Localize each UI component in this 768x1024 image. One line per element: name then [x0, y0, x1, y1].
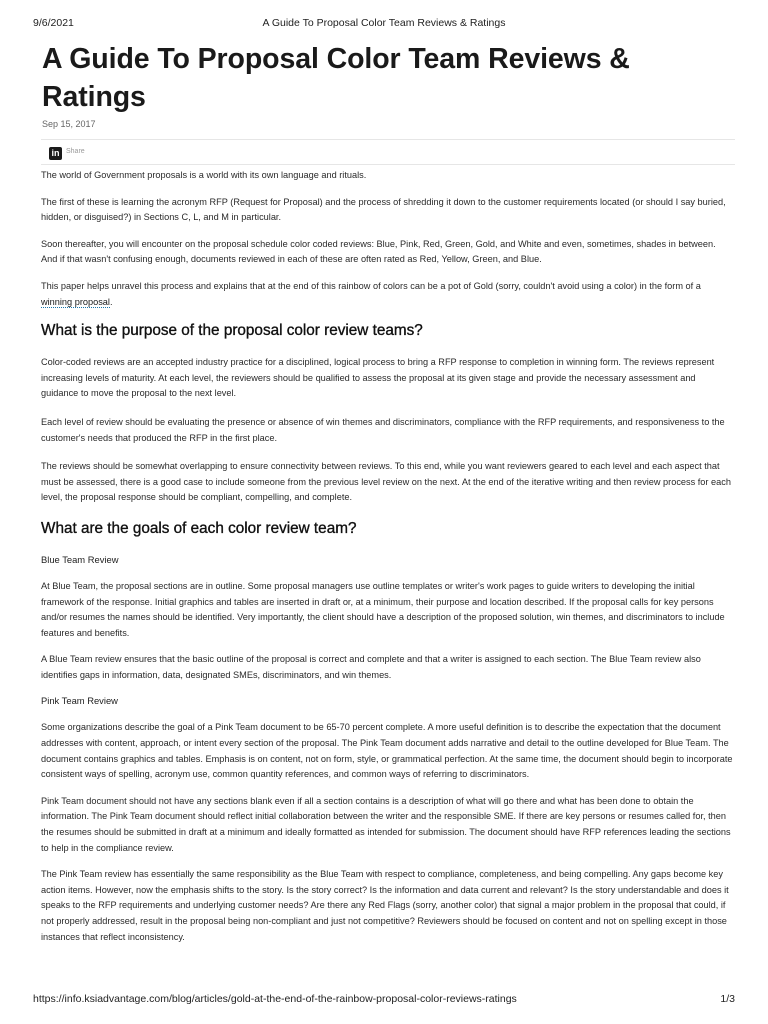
- section-paragraph: At Blue Team, the proposal sections are in outline. Some proposal managers use outline templates or writer's work pages to guide writers to developing the initial framework of the response. Initial graphics and tables are inserted in draft or, at a minimum, their purpose and location described. If the proposal calls for key persons and/or resumes the names should be identified. Very importantly, the client should have a description of the proposed solution, win themes, and discriminators to include features and benefits.: [41, 580, 725, 638]
- intro-paragraph: [41, 279, 733, 310]
- goals-section: [41, 519, 735, 945]
- print-date: 9/6/2021: [33, 17, 74, 29]
- page-title: A Guide To Proposal Color Team Reviews & Ratings: [42, 43, 630, 113]
- intro-section: [41, 168, 735, 310]
- share-label[interactable]: Share: [66, 148, 85, 155]
- print-document-title: A Guide To Proposal Color Team Reviews & Ratings: [262, 17, 506, 29]
- winning-proposal-link[interactable]: winning proposal: [41, 296, 110, 307]
- print-header: [33, 17, 735, 31]
- blue-team-heading: Blue Team Review: [41, 553, 119, 565]
- section-paragraph: The Pink Team review has essentially the same responsibility as the Blue Team with respect to compliance, completeness, and being compelling. Any gaps become key action items. However, now the emphasis shifts to the story. Is the story correct? Is the information and data current and relevant? Is the story understandable and does it speaks to the RFP requirements and underlying customer needs? Are there any Red Flags (sorry, another color) that signal a major problem in the proposal that could, if not properly addressed, result in the proposal being non-compliant and just not competitive? Reviewers should be focused on content and not on spelling except in those instances that reflect inconsistency.: [41, 869, 729, 942]
- section-paragraph: Each level of review should be evaluating the presence or absence of win themes and discriminators, compliance with the RFP requirements, and responsiveness to the customer's needs that produced the RFP in the first place.: [41, 416, 725, 443]
- intro-paragraph: The first of these is learning the acronym RFP (Request for Proposal) and the process of shredding it down to the customer requirements located (or should I say buried, hidden, or disguised?) in Sections C, L, and M in particular.: [41, 196, 726, 223]
- print-footer: [33, 993, 735, 1007]
- intro-text: This paper helps unravel this process and explains that at the end of this rainbow of colors can be a pot of Gold (sorry, couldn't avoid using a color) in the form of a: [41, 280, 701, 291]
- section-paragraph: The reviews should be somewhat overlapping to ensure connectivity between reviews. To this end, while you want reviewers geared to each level and each aspect that must be assessed, there is a good case to include someone from the previous level review on the next. At the end of the iterative writing and then review process for each level, the proposal response should be compliant, compelling, and complete.: [41, 461, 731, 503]
- section-paragraph: Color-coded reviews are an accepted industry practice for a disciplined, logical process to bring a RFP response to completion in winning form. The reviews represent increasing levels of maturity. At each level, the reviewers should be qualified to assess the proposal at its given stage and provide the necessary assessment and guidance to move the proposal to the next level.: [41, 357, 715, 399]
- intro-text-end: .: [109, 296, 113, 307]
- section-heading: What are the goals of each color review team?: [41, 519, 357, 537]
- purpose-section: [41, 321, 735, 506]
- share-bar: [41, 139, 735, 165]
- article: [41, 40, 735, 956]
- page-number: 1/3: [720, 993, 735, 1005]
- section-paragraph: A Blue Team review ensures that the basic outline of the proposal is correct and complete and that a writer is assigned to each section. The Blue Team review also identifies gaps in information, data, designated SMEs, discriminators, and win themes.: [41, 654, 701, 680]
- page-url: https://info.ksiadvantage.com/blog/articles/gold-at-the-end-of-the-rainbow-proposal-color-reviews-ratings: [33, 993, 517, 1005]
- section-paragraph: Some organizations describe the goal of a Pink Team document to be 65-70 percent complete. A more useful definition is to describe the expectation that the document addresses with content, approach, or intent every section of the proposal. The Pink Team document adds narrative and detail to the outline developed for Blue Team. The document contains graphics and tables. Emphasis is on content, not on form, style, or grammatical perfection. At the same time, the document should begin to incorporate consistent ways of spelling, acronym use, common quantity references, and common ways of referring to discriminators.: [41, 722, 733, 780]
- intro-paragraph: The world of Government proposals is a world with its own language and rituals.: [41, 170, 367, 180]
- section-heading: What is the purpose of the proposal color review teams?: [41, 322, 423, 340]
- linkedin-icon[interactable]: in: [49, 147, 62, 160]
- section-paragraph: Pink Team document should not have any sections blank even if all a section contains is a description of what will go there and what has been done to obtain the information. The Pink Team document should reflect initial collaboration between the writer and the responsible SME. If there are key persons or resumes called for, then the resumes should be submitted in draft at a minimum and ideally formatted as intended for submission. The document should have RFP references leading the sections to help in the compliance review.: [41, 795, 731, 853]
- pink-team-heading: Pink Team Review: [41, 695, 118, 707]
- post-date: Sep 15, 2017: [42, 119, 96, 129]
- intro-paragraph: Soon thereafter, you will encounter on the proposal schedule color coded reviews: Blue, Pink, Red, Green, Gold, and White and even, sometimes, shades in between. And if that wasn't confusing enough, documents reviewed in each of these are often rated as Red, Yellow, Green, and Blue.: [41, 238, 716, 265]
